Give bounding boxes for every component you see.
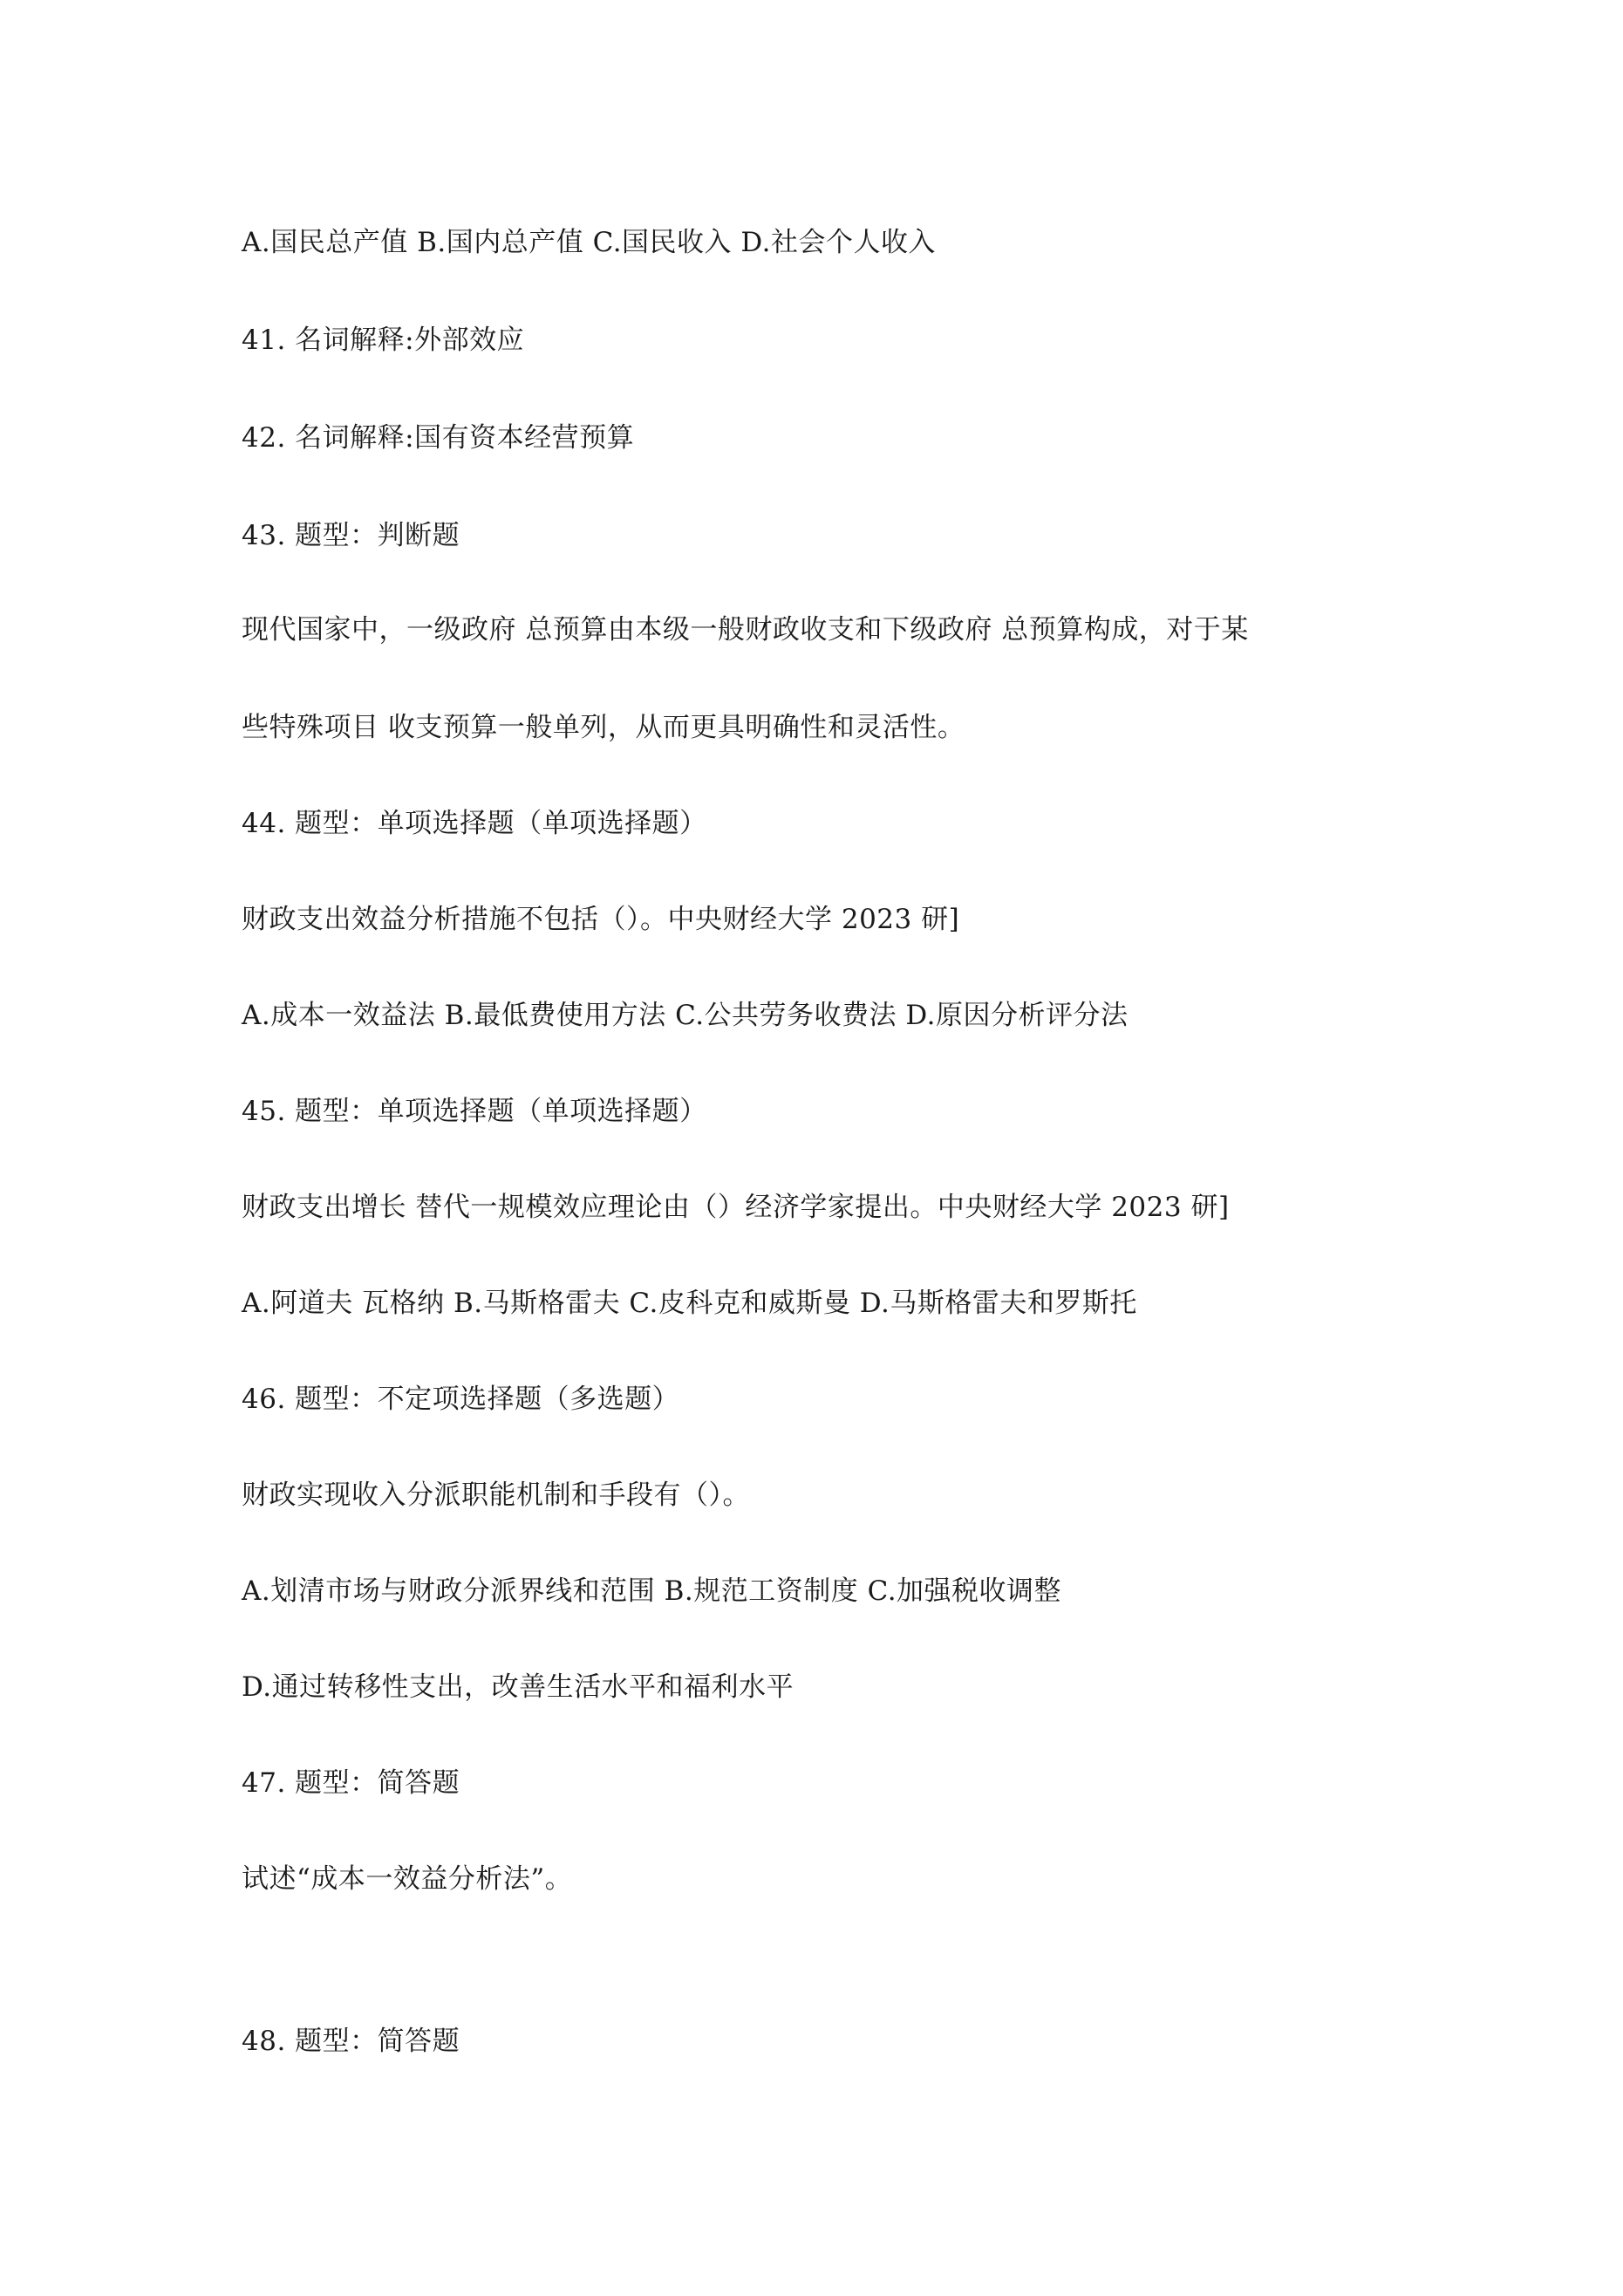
- q44-stem: 财政支出效益分析措施不包括（）。中央财经大学 2023 研]: [242, 904, 960, 935]
- q46-stem: 财政实现收入分派职能机制和手段有（）。: [242, 1479, 750, 1511]
- q47-stem: 试述“成本一效益分析法”。: [242, 1863, 573, 1895]
- q43-stem-line-1: 现代国家中，一级政府 总预算由本级一般财政收支和下级政府 总预算构成，对于某: [242, 614, 1249, 646]
- q46-options-line-1: A.划清市场与财政分派界线和范围 B.规范工资制度 C.加强税收调整: [242, 1575, 1062, 1607]
- q40-options: A.国民总产值 B.国内总产值 C.国民收入 D.社会个人收入: [242, 227, 937, 258]
- q45-stem: 财政支出增长 替代一规模效应理论由（）经济学家提出。中央财经大学 2023 研]: [242, 1192, 1230, 1223]
- q44-type: 44. 题型：单项选择题（单项选择题）: [242, 808, 707, 839]
- q43-stem-line-2: 些特殊项目 收支预算一般单列，从而更具明确性和灵活性。: [242, 712, 965, 743]
- q47-type: 47. 题型：简答题: [242, 1767, 460, 1799]
- q42-term-definition: 42. 名词解释:国有资本经营预算: [242, 422, 635, 454]
- q43-type: 43. 题型：判断题: [242, 520, 460, 551]
- q41-term-definition: 41. 名词解释:外部效应: [242, 325, 525, 356]
- q44-options: A.成本一效益法 B.最低费使用方法 C.公共劳务收费法 D.原因分析评分法: [242, 1000, 1129, 1031]
- q45-type: 45. 题型：单项选择题（单项选择题）: [242, 1096, 707, 1127]
- q48-type: 48. 题型：简答题: [242, 2026, 460, 2057]
- q46-type: 46. 题型：不定项选择题（多选题）: [242, 1384, 680, 1415]
- q45-options: A.阿道夫 瓦格纳 B.马斯格雷夫 C.皮科克和威斯曼 D.马斯格雷夫和罗斯托: [242, 1288, 1137, 1319]
- q46-options-line-2: D.通过转移性支出，改善生活水平和福利水平: [242, 1671, 794, 1703]
